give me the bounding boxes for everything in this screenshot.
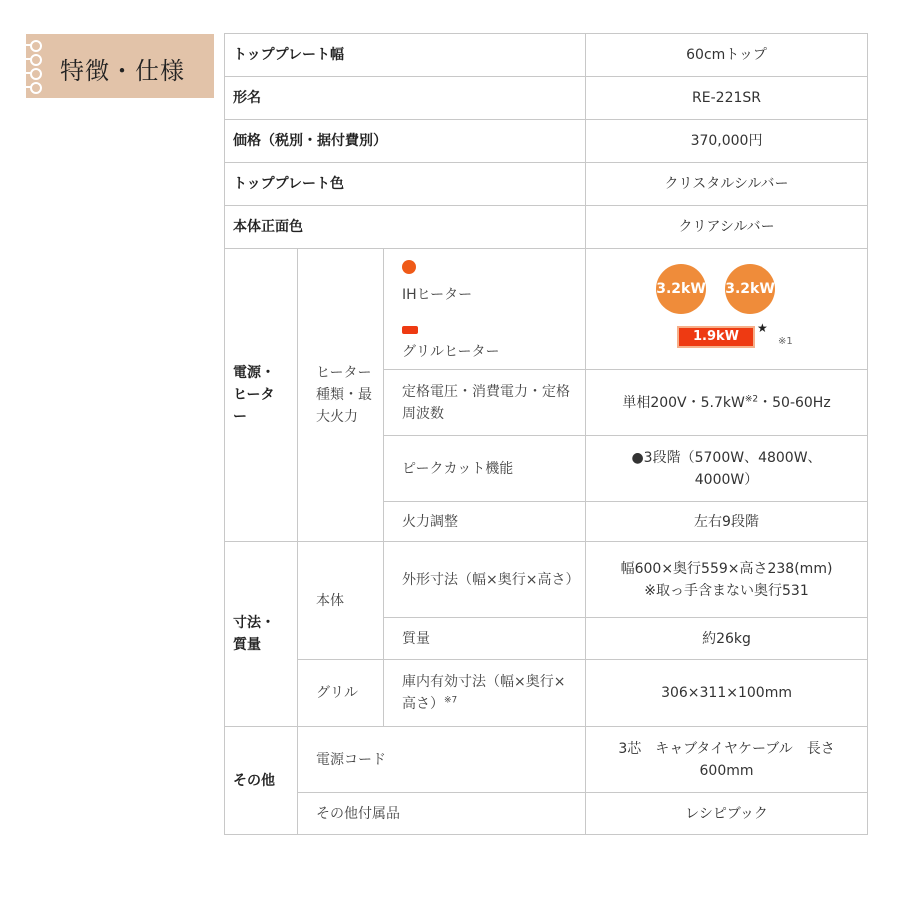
group-label: 電源・ヒーター (225, 249, 298, 542)
ring-icon (26, 86, 40, 88)
inner-size-text: 庫内有効寸法（幅×奥行×高さ） (402, 674, 566, 712)
rated-value-tail: ・50-60Hz (758, 394, 831, 411)
table-row (225, 542, 868, 618)
cord-label: 電源コード (298, 727, 586, 793)
fire-value: 左右9段階 (586, 502, 868, 542)
outer-size-value (586, 542, 868, 618)
section-title: 特徴・仕様 (60, 57, 185, 85)
inner-size-value: 306×311×100mm (586, 660, 868, 727)
row-value: 370,000円 (586, 120, 868, 163)
rated-value (586, 370, 868, 436)
ring-icon (26, 72, 40, 74)
table-row (225, 249, 868, 370)
row-value: クリスタルシルバー (586, 163, 868, 206)
grill-burner: 1.9kW (677, 326, 755, 348)
row-label: 形名 (225, 77, 586, 120)
row-label: 価格（税別・据付費別） (225, 120, 586, 163)
weight-value: 約26kg (586, 618, 868, 660)
group-label: 寸法・質量 (225, 542, 298, 727)
inner-size-label (384, 660, 586, 727)
ring-icon (26, 58, 40, 60)
ih-left-burner: 3.2kW (656, 264, 706, 314)
note-ref: ※2 (744, 393, 759, 404)
heater-diagram (586, 249, 868, 370)
row-value: 60cmトップ (586, 34, 868, 77)
row-value: クリアシルバー (586, 206, 868, 249)
rated-value-main: 単相200V・5.7kW (622, 394, 745, 411)
grill-heater-icon (402, 326, 418, 334)
table-row (225, 727, 868, 793)
outer-size-note: ※取っ手含まない奥行531 (644, 582, 809, 599)
body-label: 本体 (298, 542, 384, 660)
heater-types (384, 249, 586, 370)
spec-table (224, 33, 868, 835)
table-row (225, 206, 868, 249)
peak-label: ピークカット機能 (384, 436, 586, 502)
outer-size-main: 幅600×奥行559×高さ238(mm) (620, 560, 833, 577)
grill-label: グリル (298, 660, 384, 727)
cord-value: 3芯 キャブタイヤケーブル 長さ600mm (586, 727, 868, 793)
section-tab (26, 34, 214, 98)
star-icon: ★ (757, 321, 768, 335)
ih-label: IHヒーター (402, 287, 473, 303)
table-row (225, 163, 868, 206)
peak-value: ●3段階（5700W、4800W、4000W） (586, 436, 868, 502)
heater-type-label: ヒーター種類・最大火力 (298, 249, 384, 542)
row-value: RE-221SR (586, 77, 868, 120)
ih-right-burner: 3.2kW (725, 264, 775, 314)
rated-label: 定格電圧・消費電力・定格周波数 (384, 370, 586, 436)
ring-icon (26, 44, 40, 46)
row-label: 本体正面色 (225, 206, 586, 249)
note-ref: ※7 (444, 695, 458, 706)
ih-heater-icon (402, 260, 416, 274)
fire-label: 火力調整 (384, 502, 586, 542)
table-row (225, 120, 868, 163)
group-label: その他 (225, 727, 298, 835)
weight-label: 質量 (384, 618, 586, 660)
accessory-value: レシピブック (586, 793, 868, 835)
row-label: トッププレート色 (225, 163, 586, 206)
table-row (225, 34, 868, 77)
outer-size-label: 外形寸法（幅×奥行×高さ） (384, 542, 586, 618)
table-row (225, 793, 868, 835)
row-label: トッププレート幅 (225, 34, 586, 77)
table-row (225, 660, 868, 727)
table-row (225, 77, 868, 120)
grill-label: グリルヒーター (402, 344, 500, 360)
accessory-label: その他付属品 (298, 793, 586, 835)
note-ref: ※1 (778, 336, 793, 347)
